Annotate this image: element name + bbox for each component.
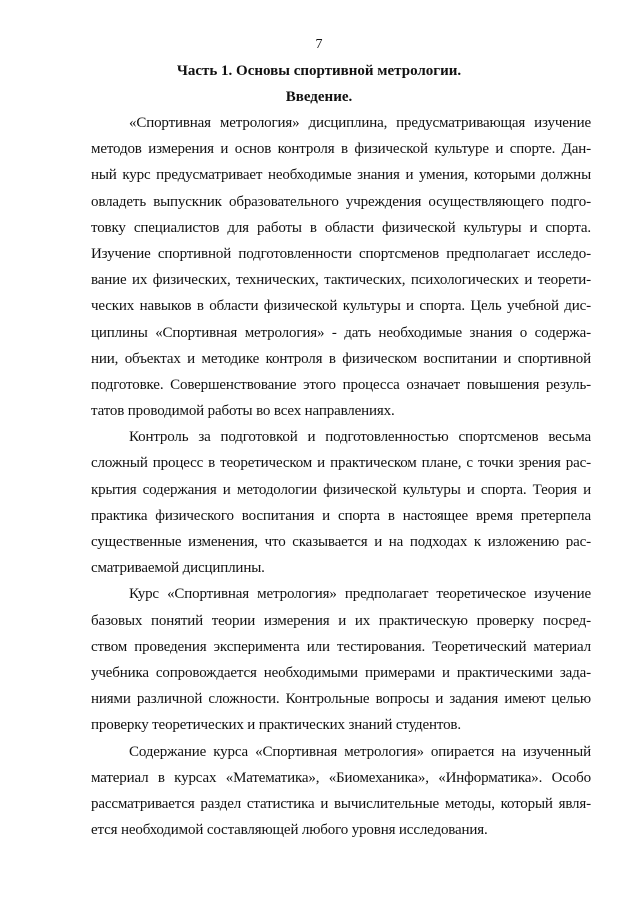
section-title: Введение. (285, 89, 353, 105)
text-line: проверку теоретических и практических знаний студентов. (91, 717, 461, 734)
text-line: рассматривается раздел статистика и вычислительные методы, который явля- (91, 795, 591, 812)
text-line: «Спортивная метрология» дисциплина, предусматривающая изучение (129, 115, 591, 131)
text-line: ный курс предусматривает необходимые знания и умения, которыми должны (91, 167, 591, 184)
paragraph-2 (91, 424, 591, 581)
text-line: нии, объектах и методике контроля в физическом воспитании и спортивной (91, 350, 591, 367)
text-line: крытия содержания и методологии физической культуры и спорта. Теория и (91, 481, 591, 498)
text-line: Курс «Спортивная метрология» предполагает теоретическое изучение (129, 586, 591, 603)
text-line: ниями различной сложности. Контрольные вопросы и задания имеют целью (91, 691, 591, 708)
paragraph-4 (91, 739, 591, 844)
body-text (91, 110, 591, 843)
text-line: ством проведения эксперимента или тестирования. Теоретический материал (91, 638, 591, 655)
text-line: Содержание курса «Спортивная метрология» опирается на изученный (129, 743, 591, 760)
text-line: учебника сопровождается необходимыми примерами и практическими зада- (91, 664, 591, 681)
text-line: вание их физических, технических, тактических, психологических и теорети- (91, 272, 591, 289)
text-line: методов измерения и основ контроля в физической культуре и спорте. Дан- (91, 141, 591, 158)
text-line: базовых понятий теории измерения и их практическую проверку посред- (91, 612, 591, 629)
text-line: товку специалистов для работы в области физической культуры и спорта. (91, 219, 591, 236)
text-line: овладеть выпускник образовательного учреждения осуществляющего подго- (91, 193, 591, 210)
text-line: материал в курсах «Математика», «Биомеханика», «Информатика». Особо (91, 769, 591, 786)
text-line: сложный процесс в теоретическом и практическом плане, с точки зрения рас- (91, 455, 591, 472)
text-line: практика физического воспитания и спорта в настоящее время претерпела (91, 507, 591, 524)
text-line: Контроль за подготовкой и подготовленностью спортсменов весьма (129, 429, 591, 446)
text-line: ется необходимой составляющей любого уровня исследования. (91, 822, 488, 839)
paragraph-3 (91, 581, 591, 738)
paragraph-1 (91, 110, 591, 424)
text-line: сматриваемой дисциплины. (91, 560, 265, 577)
part-title: Часть 1. Основы спортивной метрологии. (176, 63, 462, 79)
text-line: существенные изменения, что сказывается и на подходах к изложению рас- (91, 534, 591, 550)
page-number: 7 (315, 37, 323, 52)
text-line: Изучение спортивной подготовленности спортсменов предполагает исследо- (91, 245, 591, 262)
text-line: циплины «Спортивная метрология» - дать необходимые знания о содержа- (91, 324, 591, 341)
text-line: подготовке. Совершенствование этого процесса означает повышения резуль- (91, 376, 591, 393)
text-line: ческих навыков в области физической культуры и спорта. Цель учебной дис- (91, 298, 591, 315)
text-line: татов проводимой работы во всех направлениях. (91, 403, 395, 420)
